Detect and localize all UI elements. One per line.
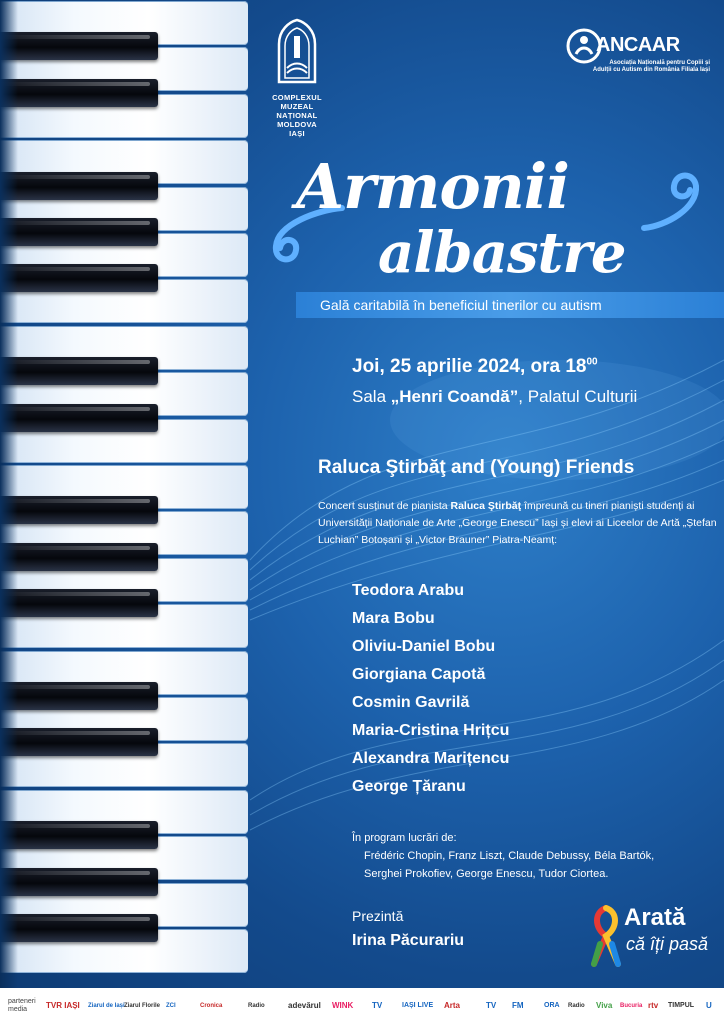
performer: Maria-Cristina Hrițcu <box>352 722 510 739</box>
partner-logo: Radio <box>568 1003 585 1009</box>
subtitle-band <box>296 292 724 318</box>
partner-logo: TV <box>486 1001 497 1010</box>
desc-bold: Raluca Ştirbăţ <box>450 500 522 512</box>
ancaar-subtitle: Asociația Națională pentru Copiii și Adulții cu Autism din România Filiala Iași <box>592 60 710 73</box>
event-time-sup: 00 <box>586 356 598 368</box>
partner-logo: Ziarul de Iași <box>88 1003 125 1009</box>
performer: Oliviu-Daniel Bobu <box>352 638 496 655</box>
partner-logo: U <box>706 1001 712 1010</box>
partner-logo: Ziarul Florile <box>124 1003 161 1009</box>
program-composers-line-2: Serghei Prokofiev, George Enescu, Tudor Ciortea. <box>364 868 609 880</box>
piano-black-key <box>0 496 158 524</box>
piano-black-key <box>0 264 158 292</box>
performer: Teodora Arabu <box>352 582 465 599</box>
piano-black-key <box>0 682 158 710</box>
piano-black-key <box>0 868 158 896</box>
campaign-line-2: că îți pasă <box>626 934 709 954</box>
church-emblem-icon <box>275 18 319 84</box>
partner-logo: FM <box>512 1001 524 1010</box>
event-date <box>352 356 598 378</box>
performer: George Țăranu <box>352 778 466 795</box>
partner-logo: Radio <box>248 1003 265 1009</box>
ancaar-name: ANCAAR <box>596 34 680 56</box>
piano-black-key <box>0 357 158 385</box>
awareness-ribbon-icon <box>590 904 622 968</box>
partner-logo: TVR IAȘI <box>46 1001 80 1010</box>
partner-logo: Cronica <box>200 1003 223 1009</box>
partner-logo: Bucuria <box>620 1003 643 1009</box>
venue-prefix: Sala <box>352 387 391 406</box>
venue-name: „Henri Coandă” <box>390 387 519 406</box>
piano-black-key <box>0 728 158 756</box>
presenter-label: Prezintă <box>352 908 404 924</box>
performer-list <box>352 578 509 802</box>
partner-logo: IAȘI LIVE <box>402 1002 434 1009</box>
partner-logo: Arta <box>444 1001 461 1010</box>
partner-logo: ZCI <box>166 1003 176 1009</box>
program-info <box>352 829 654 883</box>
event-venue <box>352 387 637 407</box>
partner-logo: Viva <box>596 1001 613 1010</box>
campaign-line-1: Arată <box>624 904 686 931</box>
concert-heading: Raluca Ştirbăţ and (Young) Friends <box>318 457 635 478</box>
presenter-name: Irina Păcurariu <box>352 932 465 949</box>
title-line-2: albastre <box>378 220 626 286</box>
partner-logo: TV <box>372 1001 383 1010</box>
piano-black-key <box>0 543 158 571</box>
piano-black-key <box>0 218 158 246</box>
piano-shadow-edge <box>0 0 18 988</box>
concert-description <box>318 498 718 549</box>
performer: Cosmin Gavrilă <box>352 694 470 711</box>
flourish-right-icon <box>636 168 710 238</box>
title-line-1: Armonii <box>296 150 569 223</box>
piano-black-key <box>0 589 158 617</box>
museum-logo-text: COMPLEXUL MUZEAL NAȚIONAL MOLDOVA IAȘI <box>272 93 322 138</box>
piano-black-key <box>0 404 158 432</box>
partner-logo: rtv <box>648 1001 659 1010</box>
piano-black-key <box>0 914 158 942</box>
museum-logo <box>272 18 322 138</box>
partner-logo: TIMPUL <box>668 1002 695 1009</box>
media-partners-label: parteneri media <box>8 998 36 1013</box>
event-date-text: Joi, 25 aprilie 2024, ora 18 <box>352 356 587 377</box>
piano-black-key <box>0 79 158 107</box>
piano-black-key <box>0 32 158 60</box>
performer: Giorgiana Capotă <box>352 666 486 683</box>
desc-part-2: împreună cu tineri pianiști studenți ai Universității Naționale de Arte „George Enescu” Iași și elevi ai Liceelor de Artă „Ștefan Luchian” Botoșani și „Victor Brauner” Piatra-Neamț: <box>318 500 717 546</box>
program-composers-line-1: Frédéric Chopin, Franz Liszt, Claude Debussy, Béla Bartók, <box>364 850 655 862</box>
subtitle: Gală caritabilă în beneficiul tinerilor cu autism <box>320 297 602 313</box>
media-partners-bar <box>0 988 724 1024</box>
piano-black-key <box>0 172 158 200</box>
partner-logo: adevărul <box>288 1001 321 1010</box>
program-intro: În program lucrări de: <box>352 832 457 844</box>
performer: Mara Bobu <box>352 610 435 627</box>
partner-logo: WINK <box>332 1001 354 1010</box>
venue-suffix: , Palatul Culturii <box>518 387 638 406</box>
piano-black-key <box>0 821 158 849</box>
desc-part-1: Concert susținut de pianista <box>318 500 451 512</box>
partner-logo: ORA <box>544 1002 560 1009</box>
piano-keyboard <box>0 0 250 988</box>
performer: Alexandra Marițencu <box>352 750 510 767</box>
